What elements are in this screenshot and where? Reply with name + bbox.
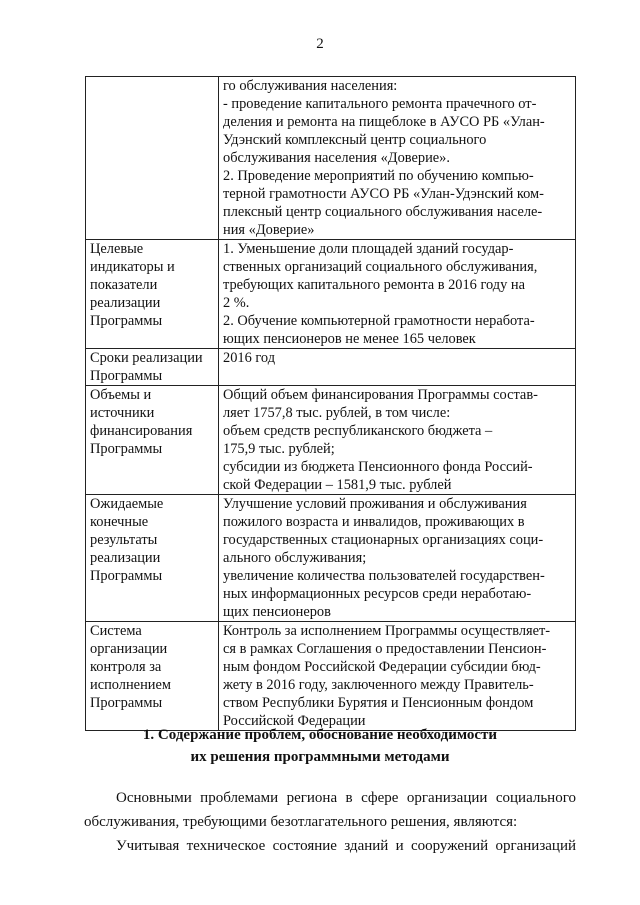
row-content-line: ляет 1757,8 тыс. рублей, в том числе: (223, 405, 451, 421)
table-row (86, 386, 576, 495)
row-label-line: организации (90, 641, 168, 657)
table-row (86, 77, 576, 240)
row-label-line: индикаторы и (90, 259, 175, 275)
row-label-cell (86, 349, 219, 386)
row-content-line: ния «Доверие» (223, 222, 315, 238)
row-content-line: 2 %. (223, 295, 250, 311)
table-row (86, 495, 576, 622)
row-content-line: жету в 2016 году, заключенного между Правитель- (223, 677, 534, 693)
row-content-cell (219, 349, 576, 386)
row-content-line: государственных стационарных организациях соци- (223, 532, 544, 548)
row-content-line: субсидии из бюджета Пенсионного фонда Россий- (223, 459, 533, 475)
table-row (86, 349, 576, 386)
row-content-line: объем средств республиканского бюджета – (223, 423, 493, 439)
row-content-line: Российской Федерации (223, 713, 366, 729)
row-label-line: Программы (90, 568, 163, 584)
row-content-line: 1. Уменьшение доли площадей зданий государ- (223, 241, 514, 257)
row-label-cell (86, 495, 219, 622)
row-label-line: Программы (90, 313, 163, 329)
row-content-line: увеличение количества пользователей государствен- (223, 568, 545, 584)
page-number: 2 (316, 36, 324, 52)
row-content-line: ся в рамках Соглашения о предоставлении Пенсион- (223, 641, 547, 657)
row-label-line: реализации (90, 550, 161, 566)
row-content-line: деления и ремонта на пищеблоке в АУСО РБ «Улан- (223, 114, 545, 130)
row-label-line: Программы (90, 441, 163, 457)
row-content-line: ющих пенсионеров не менее 165 человек (223, 331, 476, 347)
row-content-line: ального обслуживания; (223, 550, 367, 566)
row-label-line: Целевые (90, 241, 144, 257)
row-content-line: ской Федерации – 1581,9 тыс. рублей (223, 477, 452, 493)
row-content-cell (219, 240, 576, 349)
row-content-line: Улучшение условий проживания и обслуживания (223, 496, 527, 512)
paragraph-line: Основными проблемами региона в сфере организации социального (116, 790, 576, 806)
row-label-cell (86, 622, 219, 731)
row-label-cell (86, 386, 219, 495)
section-heading (0, 724, 640, 768)
row-content-line: 2. Обучение компьютерной грамотности неработа- (223, 313, 535, 329)
row-content-cell (219, 622, 576, 731)
row-label-line: показатели (90, 277, 158, 293)
row-content-line: 2016 год (223, 350, 276, 366)
program-passport-table (85, 76, 576, 731)
paragraph-line: обслуживания, требующими безотлагательного решения, являются: (84, 814, 518, 830)
section-heading-line-1: 1. Содержание проблем, обоснование необходимости (142, 727, 498, 743)
row-label-line: источники (90, 405, 155, 421)
row-content-line: терной грамотности АУСО РБ «Улан-Удэнский ком- (223, 186, 544, 202)
row-content-line: ных информационных ресурсов среди неработаю- (223, 586, 532, 602)
row-content-line: щих пенсионеров (223, 604, 331, 620)
row-label-line: результаты (90, 532, 158, 548)
row-content-line: обслуживания населения «Доверие». (223, 150, 450, 166)
row-content-cell (219, 77, 576, 240)
row-label-line: Сроки реализации (90, 350, 203, 366)
row-label-cell (86, 77, 219, 240)
table-row (86, 240, 576, 349)
row-label-cell (86, 240, 219, 349)
row-label-line: реализации (90, 295, 161, 311)
paragraph-problems (84, 786, 576, 834)
row-content-line: требующих капитального ремонта в 2016 году на (223, 277, 526, 293)
row-content-line: ственных организаций социального обслуживания, (223, 259, 538, 275)
row-content-line: Общий объем финансирования Программы состав- (223, 387, 538, 403)
table-row (86, 622, 576, 731)
row-label-line: Ожидаемые (90, 496, 164, 512)
row-content-line: 175,9 тыс. рублей; (223, 441, 335, 457)
row-content-line: го обслуживания населения: (223, 78, 398, 94)
row-label-line: Система (90, 623, 142, 639)
row-content-line: пожилого возраста и инвалидов, проживающих в (223, 514, 525, 530)
row-label-line: Программы (90, 368, 163, 384)
section-heading-line-2: их решения программными методами (190, 749, 450, 765)
row-label-line: Программы (90, 695, 163, 711)
row-content-line: ством Республики Бурятия и Пенсионным фондом (223, 695, 534, 711)
row-content-line: Удэнский комплексный центр социального (223, 132, 487, 148)
row-label-line: конечные (90, 514, 149, 530)
row-label-line: Объемы и (90, 387, 152, 403)
row-label-line: финансирования (90, 423, 193, 439)
row-content-cell (219, 386, 576, 495)
row-label-line: контроля за (90, 659, 162, 675)
paragraph-line: Учитывая техническое состояние зданий и сооружений организаций (116, 838, 576, 854)
row-content-line: ным фондом Российской Федерации субсидии бюд- (223, 659, 541, 675)
row-content-line: плексный центр социального обслуживания населе- (223, 204, 543, 220)
row-content-line: Контроль за исполнением Программы осуществляет- (223, 623, 551, 639)
row-content-line: - проведение капитального ремонта прачечного от- (223, 96, 537, 112)
row-label-line: исполнением (90, 677, 171, 693)
row-content-line: 2. Проведение мероприятий по обучению компью- (223, 168, 534, 184)
paragraph-technical-state (84, 834, 576, 858)
row-content-cell (219, 495, 576, 622)
